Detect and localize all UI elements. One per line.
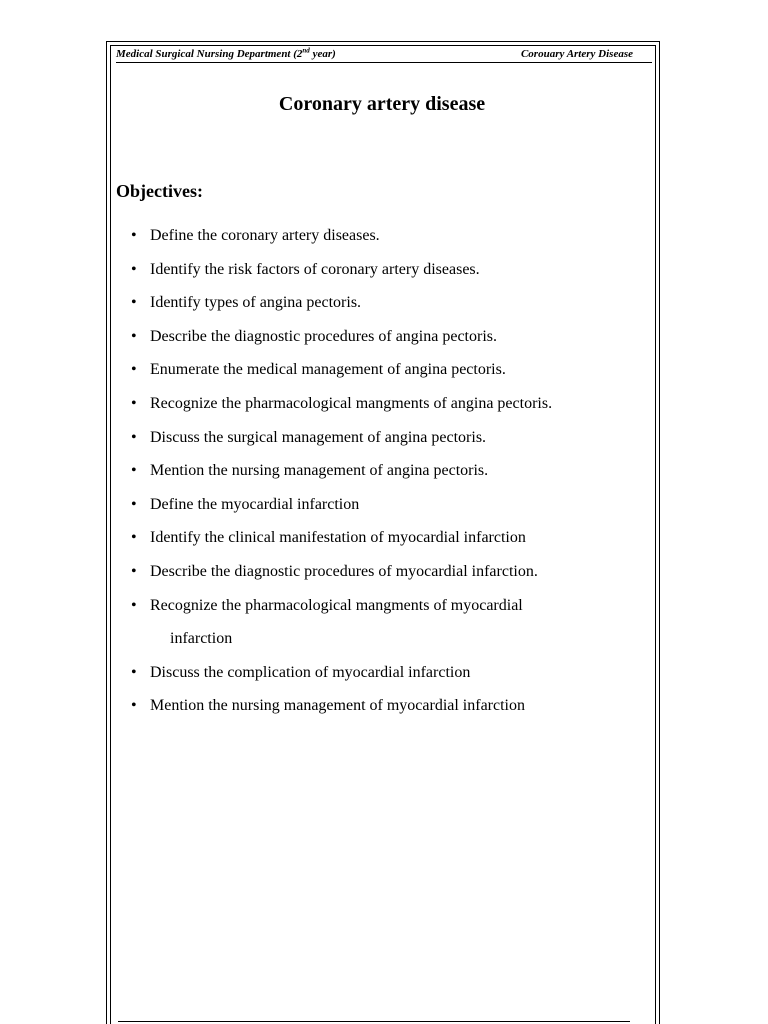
list-item: • Identify types of angina pectoris. — [131, 291, 631, 325]
bullet-icon: • — [131, 294, 137, 312]
list-item: • Discuss the complication of myocardial infarction — [131, 661, 631, 695]
running-header — [116, 46, 652, 62]
list-item: • Describe the diagnostic procedures of angina pectoris. — [131, 325, 631, 359]
bullet-icon: • — [131, 361, 137, 379]
bullet-icon: • — [131, 495, 137, 513]
bullet-icon: • — [131, 596, 137, 614]
list-item: • Recognize the pharmacological mangments of myocardial infarction — [131, 594, 631, 661]
header-topic: Corouary Artery Disease — [520, 48, 633, 60]
bullet-icon: • — [131, 327, 137, 345]
list-item: • Define the coronary artery diseases. — [131, 224, 631, 258]
list-item: • Identify the clinical manifestation of myocardial infarction — [131, 526, 631, 560]
bullet-icon: • — [131, 260, 137, 278]
page-title: Coronary artery disease — [278, 93, 486, 115]
footer-divider — [118, 1021, 630, 1022]
list-item: • Identify the risk factors of coronary artery diseases. — [131, 258, 631, 292]
list-item: • Discuss the surgical management of angina pectoris. — [131, 426, 631, 460]
list-item: • Mention the nursing management of myocardial infarction — [131, 694, 631, 728]
bullet-icon: • — [131, 529, 137, 547]
bullet-icon: • — [131, 394, 137, 412]
bullet-icon: • — [131, 227, 137, 244]
list-item-continuation: infarction — [170, 630, 233, 648]
header-department: Medical Surgical Nursing Department (2nd year) — [116, 46, 336, 60]
bullet-icon: • — [131, 428, 137, 446]
bullet-icon: • — [131, 562, 137, 580]
header-divider — [116, 62, 652, 63]
list-item: • Mention the nursing management of angina pectoris. — [131, 459, 631, 493]
list-item: • Recognize the pharmacological mangments of angina pectoris. — [131, 392, 631, 426]
objectives-heading: Objectives: — [116, 181, 203, 201]
bullet-icon: • — [131, 697, 137, 715]
bullet-icon: • — [131, 462, 137, 480]
objectives-list — [131, 224, 631, 728]
list-item: • Enumerate the medical management of angina pectoris. — [131, 358, 631, 392]
bullet-icon: • — [131, 663, 137, 681]
list-item: • Define the myocardial infarction — [131, 493, 631, 527]
list-item: • Describe the diagnostic procedures of myocardial infarction. — [131, 560, 631, 594]
